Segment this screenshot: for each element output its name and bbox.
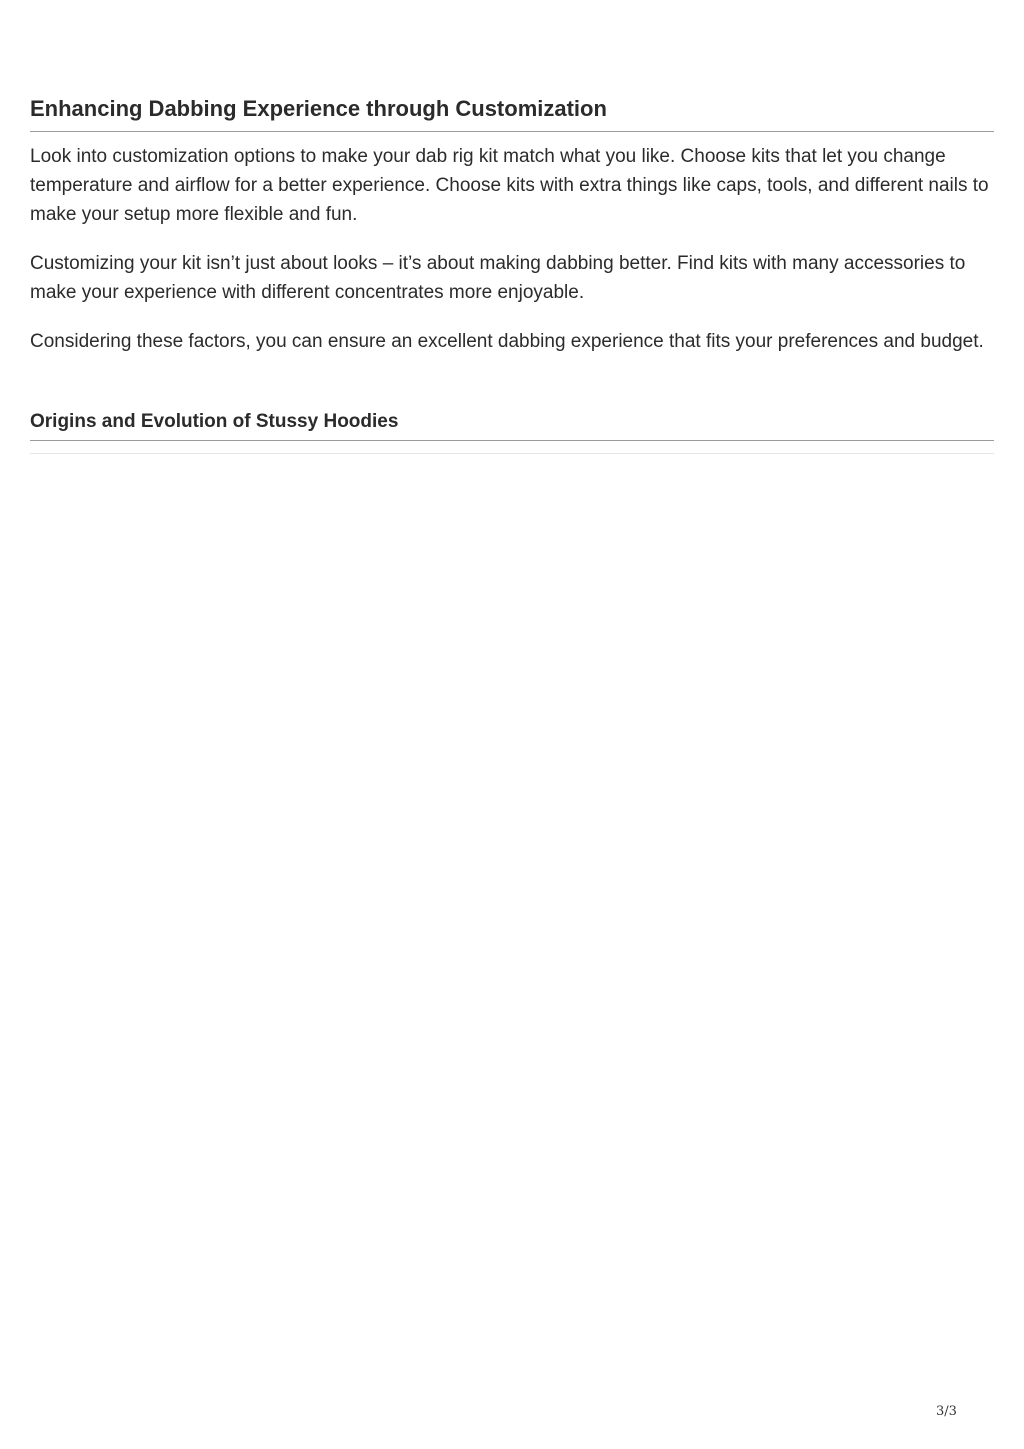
page-number: 3/3 [936,1404,957,1419]
sub-heading-divider [30,440,994,441]
section-heading: Enhancing Dabbing Experience through Customization [30,96,607,121]
sub-heading: Origins and Evolution of Stussy Hoodies [30,411,399,432]
paragraph-2: Customizing your kit isn’t just about looks – it’s about making dabbing better. Find kits with many accessories to make your experience with different concentrates more enjoyable. [30,253,966,303]
paragraph-3: Considering these factors, you can ensure an excellent dabbing experience that fits your preferences and budget. [30,331,984,352]
heading-divider [30,131,994,132]
paragraph-1: Look into customization options to make your dab rig kit match what you like. Choose kits that let you change temperature and airflow for a better experience. Choose kits with extra things like caps, tools, and different nails to make your setup more flexible and fun. [30,146,989,225]
content-divider [30,453,994,454]
